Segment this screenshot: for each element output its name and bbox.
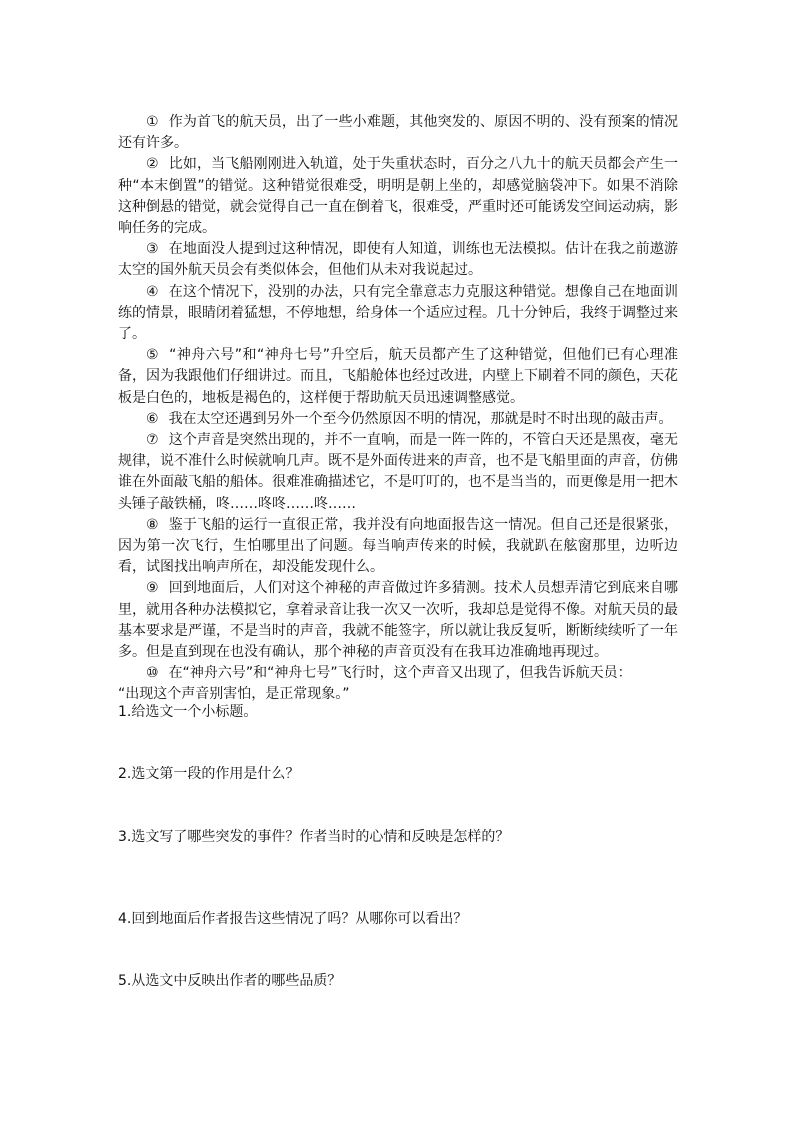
paragraph-number: ① [146, 114, 159, 130]
paragraph-2 [118, 154, 678, 239]
paragraph-text: 在这个情况下，没别的办法，只有完全靠意志力克服这种错觉。想像自己在地面训练的情景，眼睛闭着猛想，不停地想，给身体一个适应过程。几十分钟后，我终于调整过来了。 [118, 283, 678, 343]
paragraph-number: ⑨ [146, 580, 159, 597]
paragraph-number: ④ [146, 283, 159, 300]
paragraph-text: 在“神舟六号”和“神舟七号”飞行时，这个声音又出现了，但我告诉航天员： [168, 665, 632, 682]
question-5: 5.从选文中反映出作者的哪些品质？ [118, 973, 342, 989]
paragraph-1 [118, 112, 678, 154]
paragraph-text: 鉴于飞船的运行一直很正常，我并没有向地面报告这一情况。但自己还是很紧张，因为第一次飞行，生怕哪里出了问题。每当响声传来的时候，我就趴在舷窗那里，边听边看，试图找出响声所在，却没能发现什么。 [118, 516, 678, 576]
question-1: 1.给选文一个小标题。 [118, 704, 258, 720]
paragraph-text: 这个声音是突然出现的，并不一直响，而是一阵一阵的，不管白天还是黑夜，毫无规律，说不准什么时候就响几声。既不是外面传进来的声音，也不是飞船里面的声音，仿佛谁在外面敲飞船的船体。很难准确描述它，不是叮叮的，也不是当当的，而更像是用一把木头锤子敲铁桶，咚……咚咚……咚…… [118, 432, 678, 512]
paragraph-number: ⑦ [146, 432, 159, 449]
paragraph-3 [118, 239, 678, 281]
reading-passage [118, 112, 678, 706]
paragraph-number: ③ [146, 241, 159, 258]
paragraph-number: ② [146, 156, 159, 173]
paragraph-number: ⑤ [146, 347, 160, 364]
paragraph-number: ⑥ [146, 410, 159, 427]
paragraph-8 [118, 515, 678, 579]
paragraph-6 [118, 409, 678, 430]
paragraph-text: 比如，当飞船刚刚进入轨道，处于失重状态时，百分之八九十的航天员都会产生一种“本末倒置”的错觉。这种错觉很难受，明明是朝上坐的，却感觉脑袋冲下。如果不消除这种倒悬的错觉，就会觉得自己一直在倒着飞，很难受，严重时还可能诱发空间运动病，影响任务的完成。 [118, 156, 678, 237]
paragraph-text: “神舟六号”和“神舟七号”升空后，航天员都产生了这种错觉，但他们已有心理准备，因为我跟他们仔细讲过。而且，飞船舱体也经过改进，内壁上下刷着不同的颜色，天花板是白色的，地板是褐色的，这样便于帮助航天员迅速调整感觉。 [118, 347, 678, 406]
paragraph-text: 作为首飞的航天员，出了一些小难题，其他突发的、原因不明的、没有预案的情况还有许多。 [118, 114, 678, 152]
paragraph-text: 在地面没人提到过这种情况，即使有人知道，训练也无法模拟。估计在我之前遨游太空的国外航天员会有类似体会，但他们从未对我说起过。 [118, 241, 678, 279]
question-4: 4.回到地面后作者报告这些情况了吗？从哪你可以看出？ [118, 911, 468, 927]
paragraph-text: 我在太空还遇到另外一个至今仍然原因不明的情况，那就是时不时出现的敲击声。 [168, 410, 673, 427]
paragraph-9 [118, 578, 678, 663]
question-2: 2.选文第一段的作用是什么？ [118, 766, 300, 782]
question-3: 3.选文写了哪些突发的事件？作者当时的心情和反映是怎样的？ [118, 829, 510, 845]
paragraph-10 [118, 663, 678, 684]
closing-quote: “出现这个声音别害怕，是正常现象。” [118, 686, 350, 703]
paragraph-number: ⑧ [146, 516, 159, 533]
paragraph-number: ⑩ [146, 665, 159, 682]
paragraph-7 [118, 430, 678, 515]
paragraph-4 [118, 282, 678, 346]
paragraph-text: 回到地面后，人们对这个神秘的声音做过许多猜测。技术人员想弄清它到底来自哪里，就用各种办法模拟它，拿着录音让我一次又一次听，我却总是觉得不像。对航天员的最基本要求是严谨，不是当时的声音，我就不能签字，所以就让我反复听，断断续续听了一年多。但是直到现在也没有确认，那个神秘的声音页没有在我耳边准确地再现过。 [118, 580, 678, 661]
paragraph-5 [118, 345, 678, 409]
